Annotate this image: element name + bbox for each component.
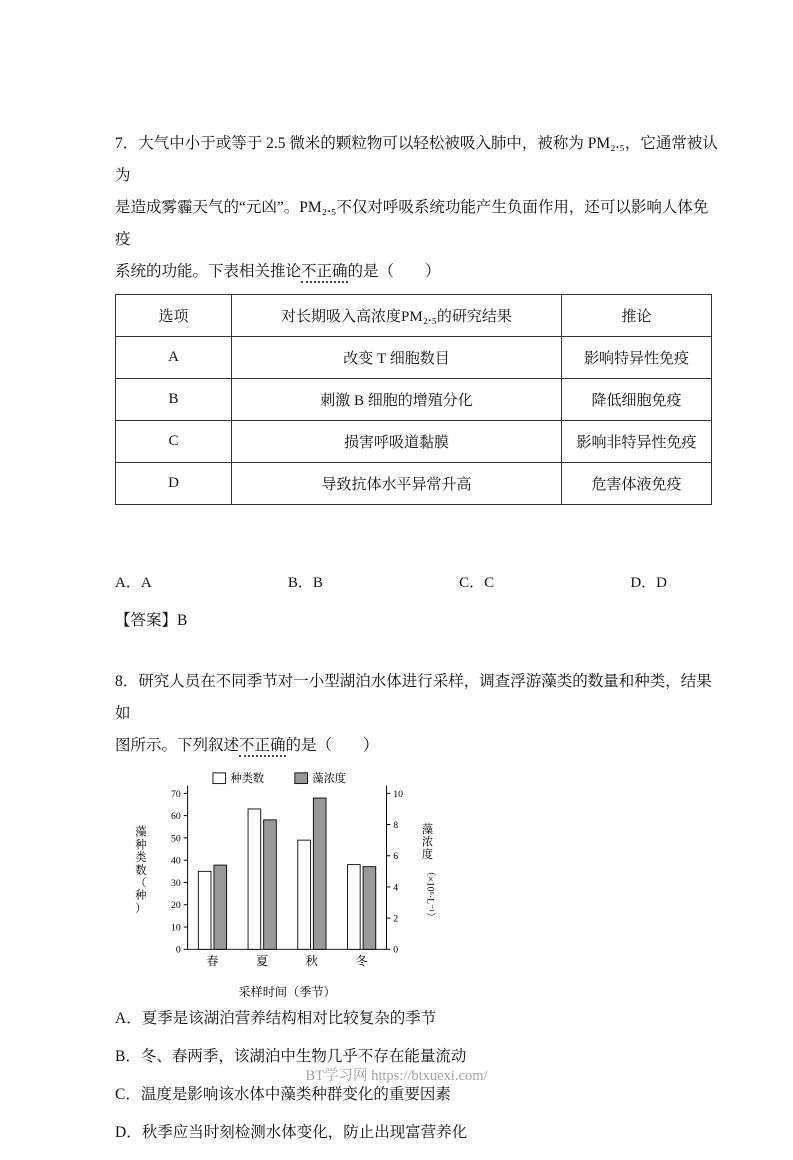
svg-text:采样时间（季节）: 采样时间（季节） xyxy=(238,985,336,1000)
svg-text:10: 10 xyxy=(393,788,404,800)
cell-option: B xyxy=(116,379,232,421)
svg-text:20: 20 xyxy=(171,900,181,912)
q7-stem xyxy=(115,128,721,288)
cell-inference: 影响特异性免疫 xyxy=(562,337,712,379)
svg-text:（×10⁶·L⁻¹）: （×10⁶·L⁻¹） xyxy=(424,866,436,922)
q8-stem-line1: 8．研究人员在不同季节对一小型湖泊水体进行采样，调查浮游藻类的数量和种类，结果如 xyxy=(115,673,712,722)
q8-stem-line2-emphasis: 不正确 xyxy=(239,737,286,757)
svg-text:6: 6 xyxy=(393,851,399,863)
q8-option-c: C．温度是影响该水体中藻类种群变化的重要因素 xyxy=(115,1086,451,1103)
svg-text:0: 0 xyxy=(175,944,181,956)
q8-seasonal-algae-chart xyxy=(123,768,455,1000)
table-row-c xyxy=(116,421,712,463)
svg-text:50: 50 xyxy=(171,833,181,845)
cell-option: C xyxy=(116,421,232,463)
question-7 xyxy=(115,128,721,630)
svg-text:70: 70 xyxy=(171,788,181,800)
footer-site-url: BT学习网 https://btxuexi.com/ xyxy=(305,1068,488,1084)
svg-text:类: 类 xyxy=(135,852,147,865)
q7-choice-d: D．D xyxy=(630,575,667,591)
table-row-d xyxy=(116,463,712,505)
q7-stem-line1: 7．大气中小于或等于 2.5 微米的颗粒物可以轻松被吸入肺中，被称为 PM₂.₅，它通常被认为 xyxy=(115,135,718,184)
q7-th-option: 选项 xyxy=(116,295,232,337)
svg-text:8: 8 xyxy=(393,819,399,831)
table-row-a xyxy=(116,337,712,379)
q7-choice-b: B．B xyxy=(287,575,323,591)
q7-stem-line3 xyxy=(115,256,721,288)
svg-text:40: 40 xyxy=(171,855,181,867)
q7-choice-a: A．A xyxy=(115,575,152,591)
svg-text:藻: 藻 xyxy=(421,823,434,836)
answer-label: 【答案】 xyxy=(115,612,178,629)
q7-th-inference: 推论 xyxy=(562,295,712,337)
svg-text:10: 10 xyxy=(171,922,181,934)
svg-text:种: 种 xyxy=(135,839,147,852)
svg-text:藻浓度: 藻浓度 xyxy=(312,773,347,786)
q8-option-d: D．秋季应当时刻检测水体变化，防止出现富营养化 xyxy=(115,1124,468,1141)
cell-option: D xyxy=(116,463,232,505)
q8-stem-line2-pre: 图所示。下列叙述 xyxy=(115,737,240,754)
svg-text:数: 数 xyxy=(135,864,147,877)
cell-inference: 影响非特异性免疫 xyxy=(562,421,712,463)
q7-table xyxy=(115,294,712,505)
q8-option-a: A．夏季是该湖泊营养结构相对比较复杂的季节 xyxy=(115,1010,437,1027)
q7-table-header-row xyxy=(116,295,712,337)
q8-option-b: B．冬、春两季，该湖泊中生物几乎不存在能量流动 xyxy=(115,1048,467,1065)
q7-stem-line3-emphasis: 不正确 xyxy=(301,263,348,283)
q7-th-result: 对长期吸入高浓度PM₂.₅的研究结果 xyxy=(232,295,562,337)
svg-text:种: 种 xyxy=(135,890,147,903)
svg-text:30: 30 xyxy=(171,877,181,889)
q7-stem-line2: 是造成雾霾天气的“元凶”。PM₂.₅不仅对呼吸系统功能产生负面作用，还可以影响人体免疫 xyxy=(115,199,709,248)
svg-text:2: 2 xyxy=(393,913,399,925)
svg-text:种类数: 种类数 xyxy=(230,773,265,786)
cell-result: 刺激 B 细胞的增殖分化 xyxy=(232,379,562,421)
cell-result: 改变 T 细胞数目 xyxy=(232,337,562,379)
svg-text:0: 0 xyxy=(393,944,399,956)
q7-stem-line3-pre: 系统的功能。下表相关推论 xyxy=(115,263,302,280)
cell-result: 损害呼吸道黏膜 xyxy=(232,421,562,463)
svg-text:秋: 秋 xyxy=(305,953,319,968)
svg-text:）: ） xyxy=(135,902,147,915)
cell-inference: 危害体液免疫 xyxy=(562,463,712,505)
answer-value: B xyxy=(177,612,188,629)
cell-inference: 降低细胞免疫 xyxy=(562,379,712,421)
page-footer xyxy=(0,1064,793,1085)
cell-result: 导致抗体水平异常升高 xyxy=(232,463,562,505)
svg-text:藻: 藻 xyxy=(135,826,147,839)
svg-text:春: 春 xyxy=(206,953,219,968)
bar-chart-svg xyxy=(123,768,455,1000)
svg-text:4: 4 xyxy=(393,882,399,894)
svg-text:冬: 冬 xyxy=(355,953,368,968)
svg-text:60: 60 xyxy=(171,811,181,823)
q7-stem-line3-post: 的是（ ） xyxy=(347,263,441,280)
table-row-b xyxy=(116,379,712,421)
q8-stem-line2-post: 的是（ ） xyxy=(285,737,379,754)
svg-text:浓: 浓 xyxy=(421,836,434,849)
q7-choices xyxy=(115,571,667,592)
q8-stem xyxy=(115,666,721,762)
q7-choice-c: C．C xyxy=(459,575,495,591)
svg-text:夏: 夏 xyxy=(256,953,269,968)
cell-option: A xyxy=(116,337,232,379)
q7-answer-line xyxy=(115,608,721,630)
exam-page-content xyxy=(115,128,721,1160)
q8-stem-line2 xyxy=(115,730,721,762)
svg-text:（: （ xyxy=(135,877,147,890)
svg-text:度: 度 xyxy=(421,849,434,862)
